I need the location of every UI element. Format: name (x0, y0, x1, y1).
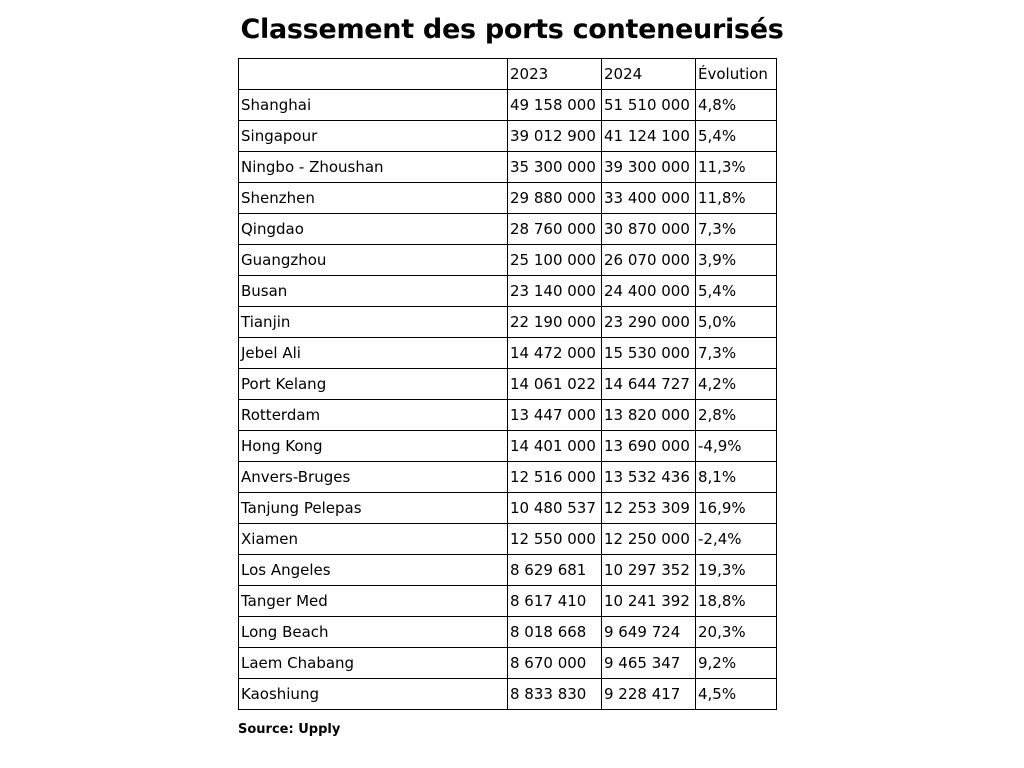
volume-2023-cell: 14 061 022 (508, 369, 602, 400)
port-name-cell: Singapour (239, 121, 508, 152)
volume-2023-cell: 8 018 668 (508, 617, 602, 648)
table-row (239, 617, 777, 648)
evolution-cell: 7,3% (696, 214, 777, 245)
port-name-cell: Qingdao (239, 214, 508, 245)
table-row (239, 90, 777, 121)
table-row (239, 338, 777, 369)
port-name-cell: Guangzhou (239, 245, 508, 276)
volume-2024-cell: 51 510 000 (602, 90, 696, 121)
port-name-cell: Shanghai (239, 90, 508, 121)
evolution-cell: -4,9% (696, 431, 777, 462)
volume-2023-cell: 28 760 000 (508, 214, 602, 245)
volume-2024-cell: 13 690 000 (602, 431, 696, 462)
evolution-cell: 5,4% (696, 121, 777, 152)
table-row (239, 276, 777, 307)
header-evolution-cell: Évolution (696, 59, 777, 90)
port-name-cell: Ningbo - Zhoushan (239, 152, 508, 183)
evolution-cell: 4,8% (696, 90, 777, 121)
volume-2024-cell: 30 870 000 (602, 214, 696, 245)
volume-2023-cell: 39 012 900 (508, 121, 602, 152)
volume-2023-cell: 29 880 000 (508, 183, 602, 214)
evolution-cell: 16,9% (696, 493, 777, 524)
header-2024-cell: 2024 (602, 59, 696, 90)
volume-2024-cell: 23 290 000 (602, 307, 696, 338)
port-name-cell: Laem Chabang (239, 648, 508, 679)
port-name-cell: Shenzhen (239, 183, 508, 214)
port-name-cell: Tanjung Pelepas (239, 493, 508, 524)
table-row (239, 648, 777, 679)
volume-2024-cell: 10 241 392 (602, 586, 696, 617)
port-name-cell: Jebel Ali (239, 338, 508, 369)
volume-2023-cell: 14 472 000 (508, 338, 602, 369)
port-name-cell: Port Kelang (239, 369, 508, 400)
table-row (239, 152, 777, 183)
header-blank-cell (239, 59, 508, 90)
volume-2023-cell: 8 670 000 (508, 648, 602, 679)
port-name-cell: Hong Kong (239, 431, 508, 462)
volume-2023-cell: 14 401 000 (508, 431, 602, 462)
volume-2024-cell: 24 400 000 (602, 276, 696, 307)
port-name-cell: Busan (239, 276, 508, 307)
table-row (239, 245, 777, 276)
evolution-cell: 11,3% (696, 152, 777, 183)
table-row (239, 462, 777, 493)
evolution-cell: 4,2% (696, 369, 777, 400)
volume-2023-cell: 23 140 000 (508, 276, 602, 307)
port-name-cell: Rotterdam (239, 400, 508, 431)
volume-2024-cell: 12 250 000 (602, 524, 696, 555)
volume-2024-cell: 13 532 436 (602, 462, 696, 493)
volume-2023-cell: 22 190 000 (508, 307, 602, 338)
volume-2023-cell: 10 480 537 (508, 493, 602, 524)
source-note: Source: Upply (238, 722, 341, 737)
port-name-cell: Kaoshiung (239, 679, 508, 710)
volume-2023-cell: 25 100 000 (508, 245, 602, 276)
evolution-cell: 8,1% (696, 462, 777, 493)
evolution-cell: 2,8% (696, 400, 777, 431)
evolution-cell: 7,3% (696, 338, 777, 369)
volume-2023-cell: 13 447 000 (508, 400, 602, 431)
volume-2024-cell: 10 297 352 (602, 555, 696, 586)
table-row (239, 307, 777, 338)
evolution-cell: 5,0% (696, 307, 777, 338)
volume-2024-cell: 39 300 000 (602, 152, 696, 183)
header-2023-cell: 2023 (508, 59, 602, 90)
port-name-cell: Long Beach (239, 617, 508, 648)
evolution-cell: 9,2% (696, 648, 777, 679)
volume-2023-cell: 12 550 000 (508, 524, 602, 555)
table-row (239, 493, 777, 524)
volume-2024-cell: 9 465 347 (602, 648, 696, 679)
evolution-cell: 5,4% (696, 276, 777, 307)
port-name-cell: Los Angeles (239, 555, 508, 586)
volume-2023-cell: 8 617 410 (508, 586, 602, 617)
table-row (239, 431, 777, 462)
evolution-cell: 20,3% (696, 617, 777, 648)
volume-2024-cell: 33 400 000 (602, 183, 696, 214)
volume-2024-cell: 9 228 417 (602, 679, 696, 710)
volume-2023-cell: 12 516 000 (508, 462, 602, 493)
volume-2024-cell: 15 530 000 (602, 338, 696, 369)
table-row (239, 183, 777, 214)
page-title: Classement des ports conteneurisés (240, 14, 784, 45)
table-row (239, 400, 777, 431)
evolution-cell: 4,5% (696, 679, 777, 710)
volume-2024-cell: 12 253 309 (602, 493, 696, 524)
volume-2023-cell: 8 629 681 (508, 555, 602, 586)
evolution-cell: -2,4% (696, 524, 777, 555)
table-row (239, 369, 777, 400)
evolution-cell: 18,8% (696, 586, 777, 617)
table-row (239, 555, 777, 586)
port-name-cell: Anvers-Bruges (239, 462, 508, 493)
volume-2024-cell: 26 070 000 (602, 245, 696, 276)
table-row (239, 214, 777, 245)
port-name-cell: Tanger Med (239, 586, 508, 617)
volume-2024-cell: 13 820 000 (602, 400, 696, 431)
table-header-row (239, 59, 777, 90)
table-row (239, 679, 777, 710)
evolution-cell: 19,3% (696, 555, 777, 586)
volume-2024-cell: 41 124 100 (602, 121, 696, 152)
evolution-cell: 11,8% (696, 183, 777, 214)
table-row (239, 586, 777, 617)
volume-2023-cell: 35 300 000 (508, 152, 602, 183)
evolution-cell: 3,9% (696, 245, 777, 276)
volume-2024-cell: 14 644 727 (602, 369, 696, 400)
volume-2023-cell: 49 158 000 (508, 90, 602, 121)
table-body (239, 59, 777, 710)
ports-ranking-table (238, 58, 777, 710)
volume-2024-cell: 9 649 724 (602, 617, 696, 648)
port-name-cell: Xiamen (239, 524, 508, 555)
table-row (239, 121, 777, 152)
table-row (239, 524, 777, 555)
volume-2023-cell: 8 833 830 (508, 679, 602, 710)
port-name-cell: Tianjin (239, 307, 508, 338)
